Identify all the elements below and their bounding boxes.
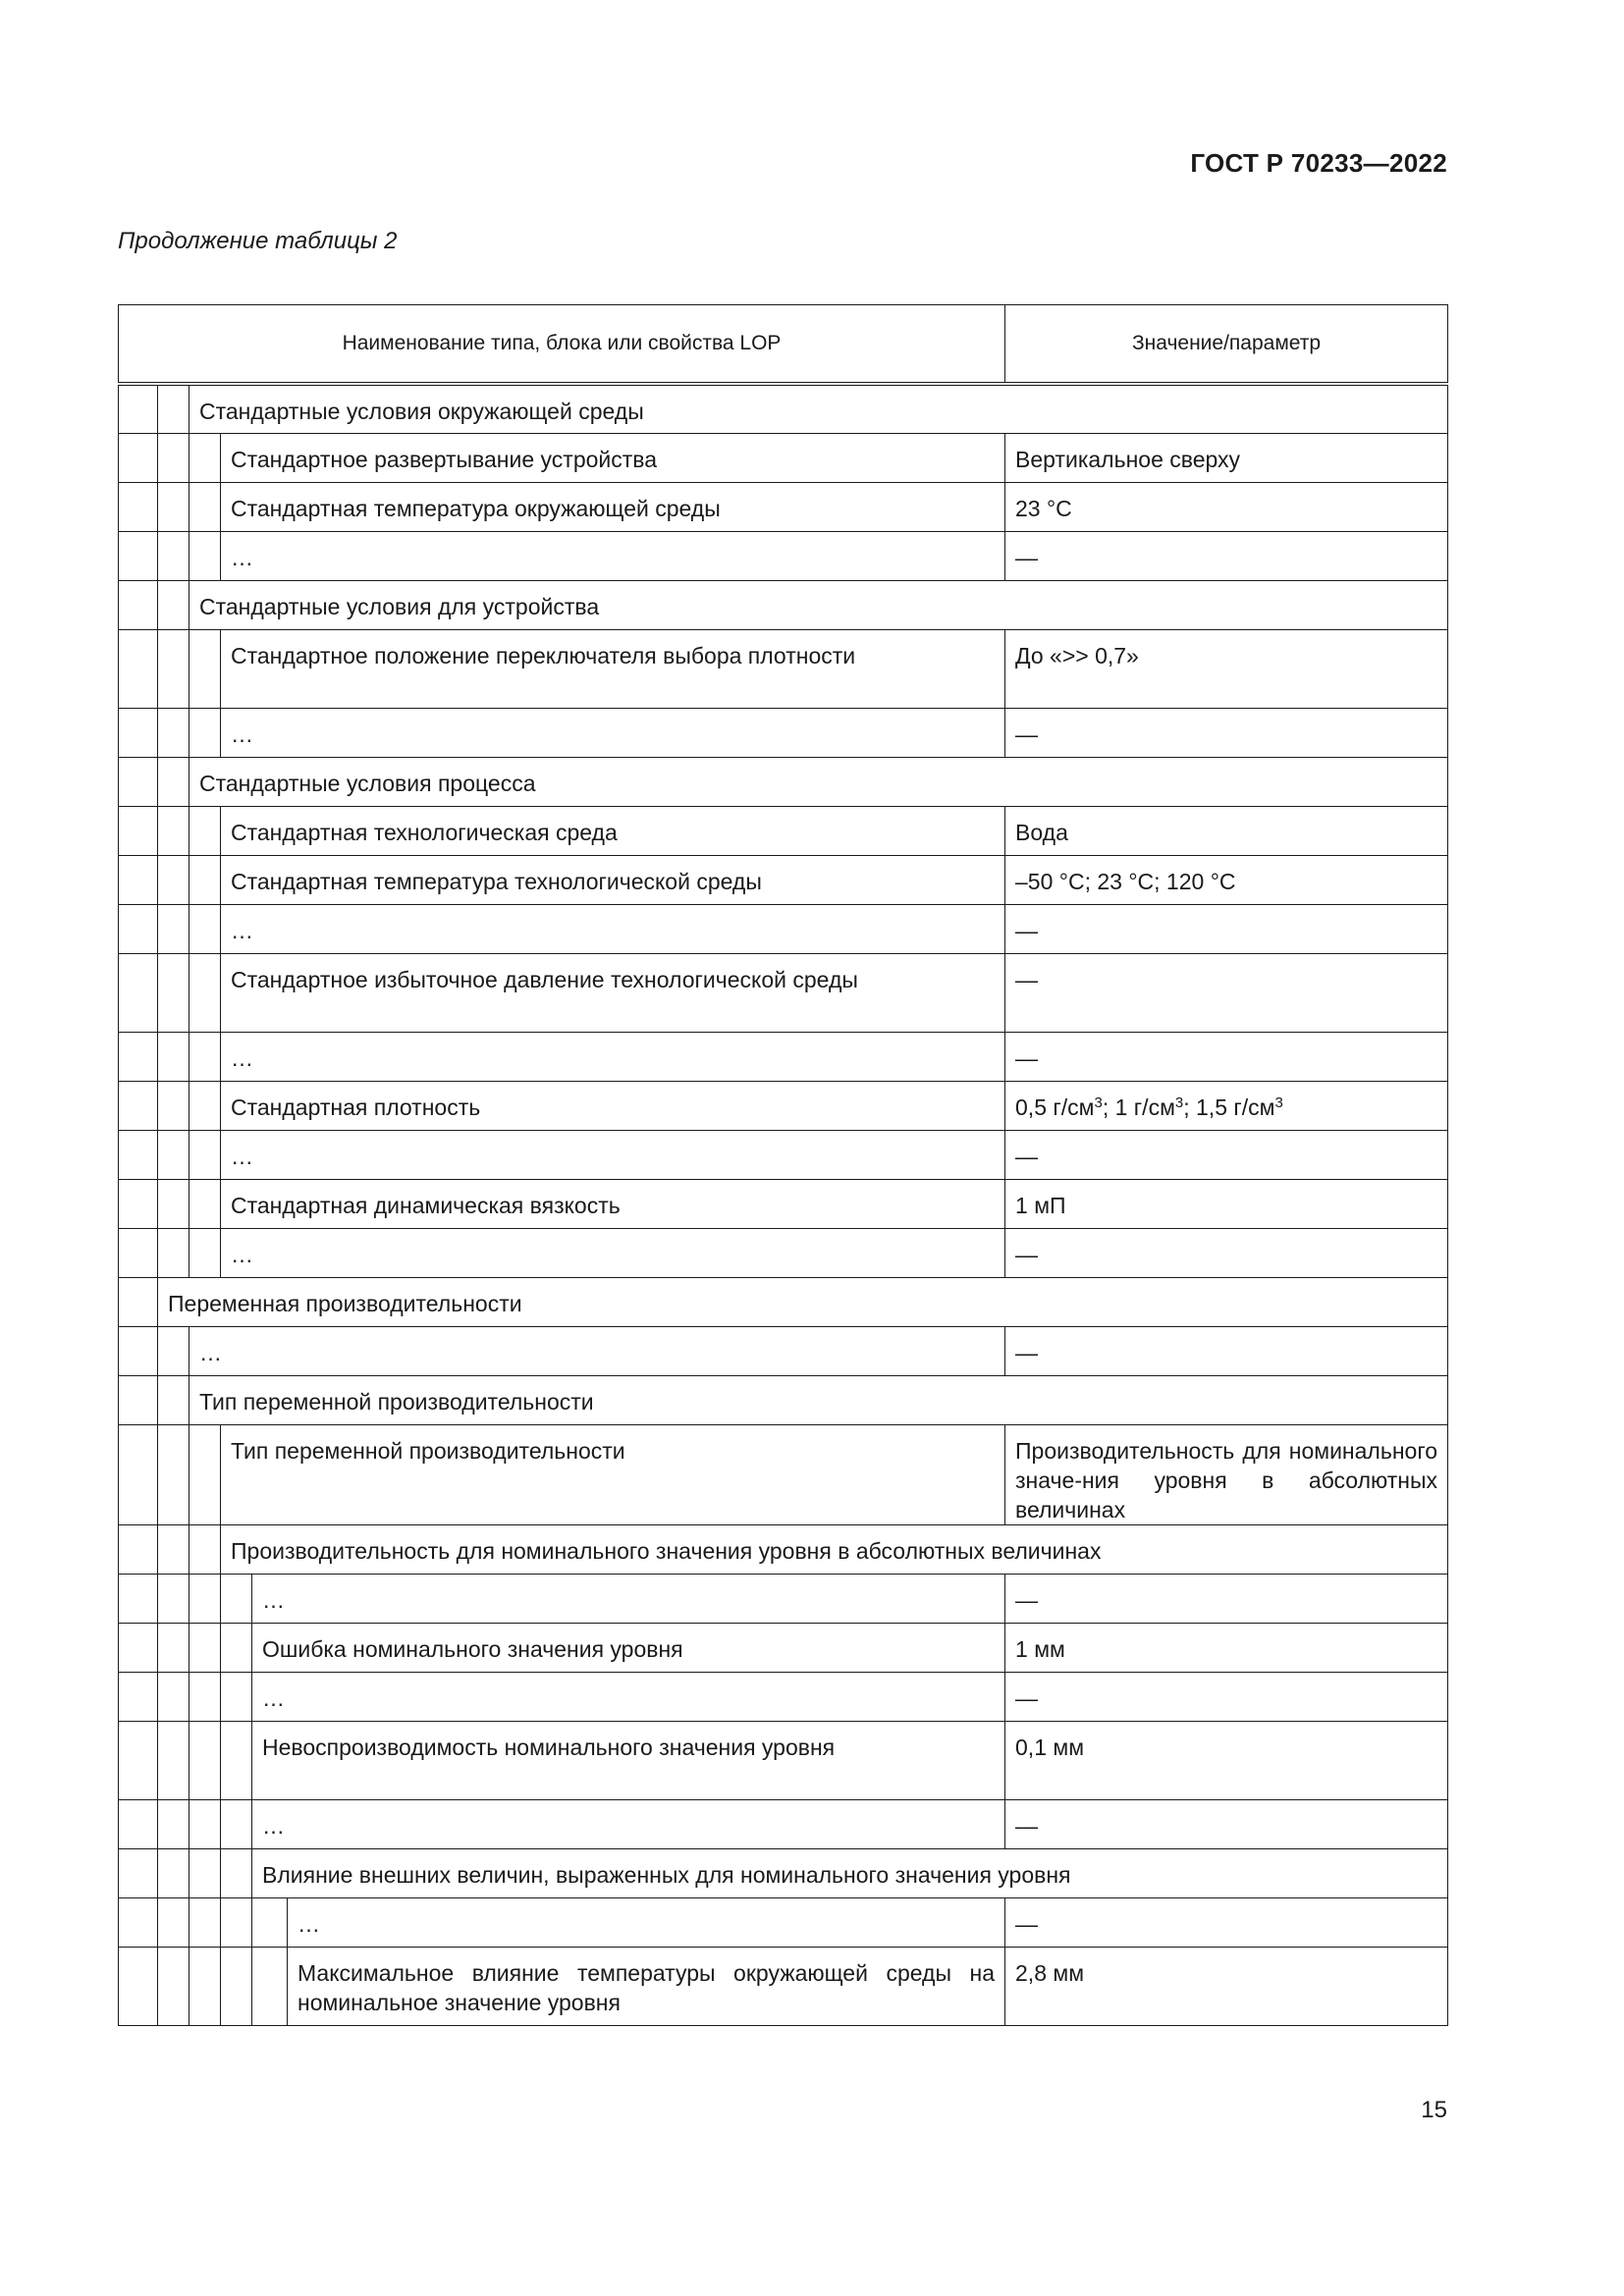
indent-cell bbox=[221, 1721, 252, 1799]
indent-cell bbox=[158, 1672, 189, 1721]
value-fragment: ; 1 г/см bbox=[1102, 1094, 1175, 1120]
indent-cell bbox=[158, 1848, 189, 1897]
indent-cell bbox=[189, 806, 221, 855]
property-value-cell: До «>> 0,7» bbox=[1005, 629, 1448, 708]
group-heading-cell: Влияние внешних величин, выраженных для номинального значения уровня bbox=[252, 1848, 1448, 1897]
indent-cell bbox=[158, 580, 189, 629]
indent-cell bbox=[158, 1721, 189, 1799]
indent-cell bbox=[189, 1574, 221, 1623]
table-row bbox=[119, 1375, 1448, 1424]
property-value-cell: — bbox=[1005, 531, 1448, 580]
property-name-cell: … bbox=[221, 1130, 1005, 1179]
indent-cell bbox=[158, 384, 189, 433]
indent-cell bbox=[189, 855, 221, 904]
indent-cell bbox=[189, 1947, 221, 2025]
property-name-cell: … bbox=[189, 1326, 1005, 1375]
indent-cell bbox=[158, 1574, 189, 1623]
property-name-cell: … bbox=[252, 1672, 1005, 1721]
indent-cell bbox=[189, 482, 221, 531]
property-name-cell: Максимальное влияние температуры окружающей среды на номинальное значение уровня bbox=[288, 1947, 1005, 2025]
indent-cell bbox=[119, 580, 158, 629]
indent-cell bbox=[221, 1947, 252, 2025]
property-name-cell: Стандартное развертывание устройства bbox=[221, 433, 1005, 482]
property-value-cell: Вертикальное сверху bbox=[1005, 433, 1448, 482]
indent-cell bbox=[189, 708, 221, 757]
group-heading-cell: Переменная производительности bbox=[158, 1277, 1448, 1326]
indent-cell bbox=[158, 708, 189, 757]
indent-cell bbox=[158, 904, 189, 953]
table-row bbox=[119, 1081, 1448, 1130]
superscript: 3 bbox=[1274, 1094, 1283, 1111]
group-heading-cell: Тип переменной производительности bbox=[189, 1375, 1448, 1424]
indent-cell bbox=[119, 1277, 158, 1326]
indent-cell bbox=[221, 1672, 252, 1721]
table-body bbox=[119, 384, 1448, 2025]
indent-cell bbox=[119, 433, 158, 482]
indent-cell bbox=[119, 1375, 158, 1424]
indent-cell bbox=[189, 1228, 221, 1277]
value-fragment: 0,5 г/см bbox=[1015, 1094, 1095, 1120]
property-name-cell: Стандартная технологическая среда bbox=[221, 806, 1005, 855]
indent-cell bbox=[158, 1179, 189, 1228]
indent-cell bbox=[158, 433, 189, 482]
property-name-cell: Стандартное избыточное давление технологической среды bbox=[221, 953, 1005, 1032]
indent-cell bbox=[119, 708, 158, 757]
property-value-cell: 0,1 мм bbox=[1005, 1721, 1448, 1799]
table-row bbox=[119, 1897, 1448, 1947]
indent-cell bbox=[189, 1799, 221, 1848]
table-row bbox=[119, 1179, 1448, 1228]
indent-cell bbox=[119, 1179, 158, 1228]
table-row bbox=[119, 855, 1448, 904]
indent-cell bbox=[119, 1672, 158, 1721]
indent-cell bbox=[158, 1524, 189, 1574]
group-heading-cell: Стандартные условия окружающей среды bbox=[189, 384, 1448, 433]
table-header-row bbox=[119, 305, 1448, 385]
property-name-cell: … bbox=[252, 1799, 1005, 1848]
indent-cell bbox=[158, 629, 189, 708]
property-name-cell: … bbox=[288, 1897, 1005, 1947]
property-value-cell bbox=[1005, 1081, 1448, 1130]
property-name-cell: Стандартная температура окружающей среды bbox=[221, 482, 1005, 531]
table-row bbox=[119, 580, 1448, 629]
property-value-cell: — bbox=[1005, 1574, 1448, 1623]
indent-cell bbox=[158, 1375, 189, 1424]
indent-cell bbox=[158, 1947, 189, 2025]
table-row bbox=[119, 1721, 1448, 1799]
indent-cell bbox=[119, 384, 158, 433]
indent-cell bbox=[158, 1623, 189, 1672]
property-name-cell: Тип переменной производительности bbox=[221, 1424, 1005, 1524]
indent-cell bbox=[189, 1130, 221, 1179]
table-row bbox=[119, 1032, 1448, 1081]
column-header-name: Наименование типа, блока или свойства LOP bbox=[119, 305, 1005, 385]
group-heading-cell: Стандартные условия процесса bbox=[189, 757, 1448, 806]
indent-cell bbox=[119, 757, 158, 806]
indent-cell bbox=[119, 1848, 158, 1897]
indent-cell bbox=[252, 1947, 288, 2025]
indent-cell bbox=[189, 1623, 221, 1672]
property-name-cell: Невоспроизводимость номинального значения уровня bbox=[252, 1721, 1005, 1799]
indent-cell bbox=[189, 1848, 221, 1897]
indent-cell bbox=[221, 1897, 252, 1947]
table-row bbox=[119, 531, 1448, 580]
indent-cell bbox=[221, 1848, 252, 1897]
indent-cell bbox=[158, 1897, 189, 1947]
table-row bbox=[119, 629, 1448, 708]
column-header-value: Значение/параметр bbox=[1005, 305, 1448, 385]
table-row bbox=[119, 904, 1448, 953]
property-value-cell: 1 мм bbox=[1005, 1623, 1448, 1672]
table-row bbox=[119, 1277, 1448, 1326]
indent-cell bbox=[189, 904, 221, 953]
property-value-cell: — bbox=[1005, 1032, 1448, 1081]
property-value-cell: Производительность для номинального значе-ния уровня в абсолютных величинах bbox=[1005, 1424, 1448, 1524]
table-row bbox=[119, 757, 1448, 806]
indent-cell bbox=[158, 1032, 189, 1081]
property-name-cell: … bbox=[252, 1574, 1005, 1623]
indent-cell bbox=[189, 953, 221, 1032]
table-row bbox=[119, 806, 1448, 855]
group-heading-cell: Стандартные условия для устройства bbox=[189, 580, 1448, 629]
indent-cell bbox=[119, 482, 158, 531]
property-value-cell: — bbox=[1005, 1326, 1448, 1375]
table-row bbox=[119, 1799, 1448, 1848]
property-value-cell: — bbox=[1005, 904, 1448, 953]
table-row bbox=[119, 1623, 1448, 1672]
property-name-cell: Стандартная температура технологической среды bbox=[221, 855, 1005, 904]
indent-cell bbox=[189, 1032, 221, 1081]
indent-cell bbox=[189, 1424, 221, 1524]
indent-cell bbox=[119, 1032, 158, 1081]
table-continuation-label: Продолжение таблицы 2 bbox=[118, 228, 398, 254]
property-value-cell: — bbox=[1005, 1672, 1448, 1721]
property-name-cell: Стандартная динамическая вязкость bbox=[221, 1179, 1005, 1228]
indent-cell bbox=[158, 1081, 189, 1130]
indent-cell bbox=[158, 1228, 189, 1277]
indent-cell bbox=[158, 1326, 189, 1375]
document-code: ГОСТ Р 70233—2022 bbox=[1190, 148, 1447, 178]
indent-cell bbox=[119, 531, 158, 580]
table-row bbox=[119, 482, 1448, 531]
indent-cell bbox=[158, 1130, 189, 1179]
indent-cell bbox=[158, 482, 189, 531]
property-value-cell: — bbox=[1005, 1897, 1448, 1947]
table-row bbox=[119, 1326, 1448, 1375]
property-value-cell: — bbox=[1005, 1228, 1448, 1277]
table-row bbox=[119, 708, 1448, 757]
indent-cell bbox=[189, 1524, 221, 1574]
indent-cell bbox=[119, 1897, 158, 1947]
property-name-cell: … bbox=[221, 531, 1005, 580]
property-name-cell: Ошибка номинального значения уровня bbox=[252, 1623, 1005, 1672]
indent-cell bbox=[189, 1672, 221, 1721]
property-value-cell: Вода bbox=[1005, 806, 1448, 855]
property-value-cell: 2,8 мм bbox=[1005, 1947, 1448, 2025]
table-row bbox=[119, 384, 1448, 433]
property-value-cell: 1 мП bbox=[1005, 1179, 1448, 1228]
table-row bbox=[119, 433, 1448, 482]
table-row bbox=[119, 1848, 1448, 1897]
indent-cell bbox=[221, 1799, 252, 1848]
property-value-cell: — bbox=[1005, 953, 1448, 1032]
page-number: 15 bbox=[1421, 2097, 1447, 2123]
indent-cell bbox=[119, 1799, 158, 1848]
indent-cell bbox=[119, 855, 158, 904]
property-value-cell: — bbox=[1005, 708, 1448, 757]
indent-cell bbox=[158, 757, 189, 806]
table-row bbox=[119, 1228, 1448, 1277]
table-row bbox=[119, 1672, 1448, 1721]
indent-cell bbox=[189, 1179, 221, 1228]
value-fragment: ; 1,5 г/см bbox=[1183, 1094, 1275, 1120]
indent-cell bbox=[119, 1228, 158, 1277]
property-name-cell: … bbox=[221, 1228, 1005, 1277]
indent-cell bbox=[189, 433, 221, 482]
indent-cell bbox=[158, 806, 189, 855]
indent-cell bbox=[119, 1081, 158, 1130]
indent-cell bbox=[119, 1623, 158, 1672]
property-value-cell: — bbox=[1005, 1799, 1448, 1848]
indent-cell bbox=[158, 1799, 189, 1848]
table-row bbox=[119, 1574, 1448, 1623]
indent-cell bbox=[189, 1721, 221, 1799]
table-row bbox=[119, 1424, 1448, 1524]
indent-cell bbox=[119, 1130, 158, 1179]
indent-cell bbox=[158, 855, 189, 904]
indent-cell bbox=[158, 1424, 189, 1524]
indent-cell bbox=[119, 1947, 158, 2025]
table-row bbox=[119, 953, 1448, 1032]
indent-cell bbox=[221, 1623, 252, 1672]
indent-cell bbox=[158, 953, 189, 1032]
indent-cell bbox=[221, 1574, 252, 1623]
group-heading-cell: Производительность для номинального значения уровня в абсолютных величинах bbox=[221, 1524, 1448, 1574]
indent-cell bbox=[158, 531, 189, 580]
indent-cell bbox=[189, 531, 221, 580]
property-value-cell: –50 °C; 23 °C; 120 °C bbox=[1005, 855, 1448, 904]
indent-cell bbox=[119, 904, 158, 953]
indent-cell bbox=[189, 1081, 221, 1130]
indent-cell bbox=[119, 1524, 158, 1574]
property-name-cell: … bbox=[221, 708, 1005, 757]
indent-cell bbox=[252, 1897, 288, 1947]
property-value-cell: — bbox=[1005, 1130, 1448, 1179]
property-name-cell: … bbox=[221, 904, 1005, 953]
table-row bbox=[119, 1947, 1448, 2025]
indent-cell bbox=[189, 1897, 221, 1947]
indent-cell bbox=[119, 1721, 158, 1799]
property-value-cell: 23 °C bbox=[1005, 482, 1448, 531]
indent-cell bbox=[119, 806, 158, 855]
indent-cell bbox=[119, 953, 158, 1032]
indent-cell bbox=[119, 1574, 158, 1623]
indent-cell bbox=[119, 629, 158, 708]
property-name-cell: … bbox=[221, 1032, 1005, 1081]
superscript: 3 bbox=[1174, 1094, 1184, 1111]
property-name-cell: Стандартное положение переключателя выбора плотности bbox=[221, 629, 1005, 708]
table-row bbox=[119, 1524, 1448, 1574]
lop-properties-table bbox=[118, 304, 1448, 2026]
superscript: 3 bbox=[1094, 1094, 1103, 1111]
table-row bbox=[119, 1130, 1448, 1179]
indent-cell bbox=[119, 1424, 158, 1524]
indent-cell bbox=[189, 629, 221, 708]
indent-cell bbox=[119, 1326, 158, 1375]
property-name-cell: Стандартная плотность bbox=[221, 1081, 1005, 1130]
